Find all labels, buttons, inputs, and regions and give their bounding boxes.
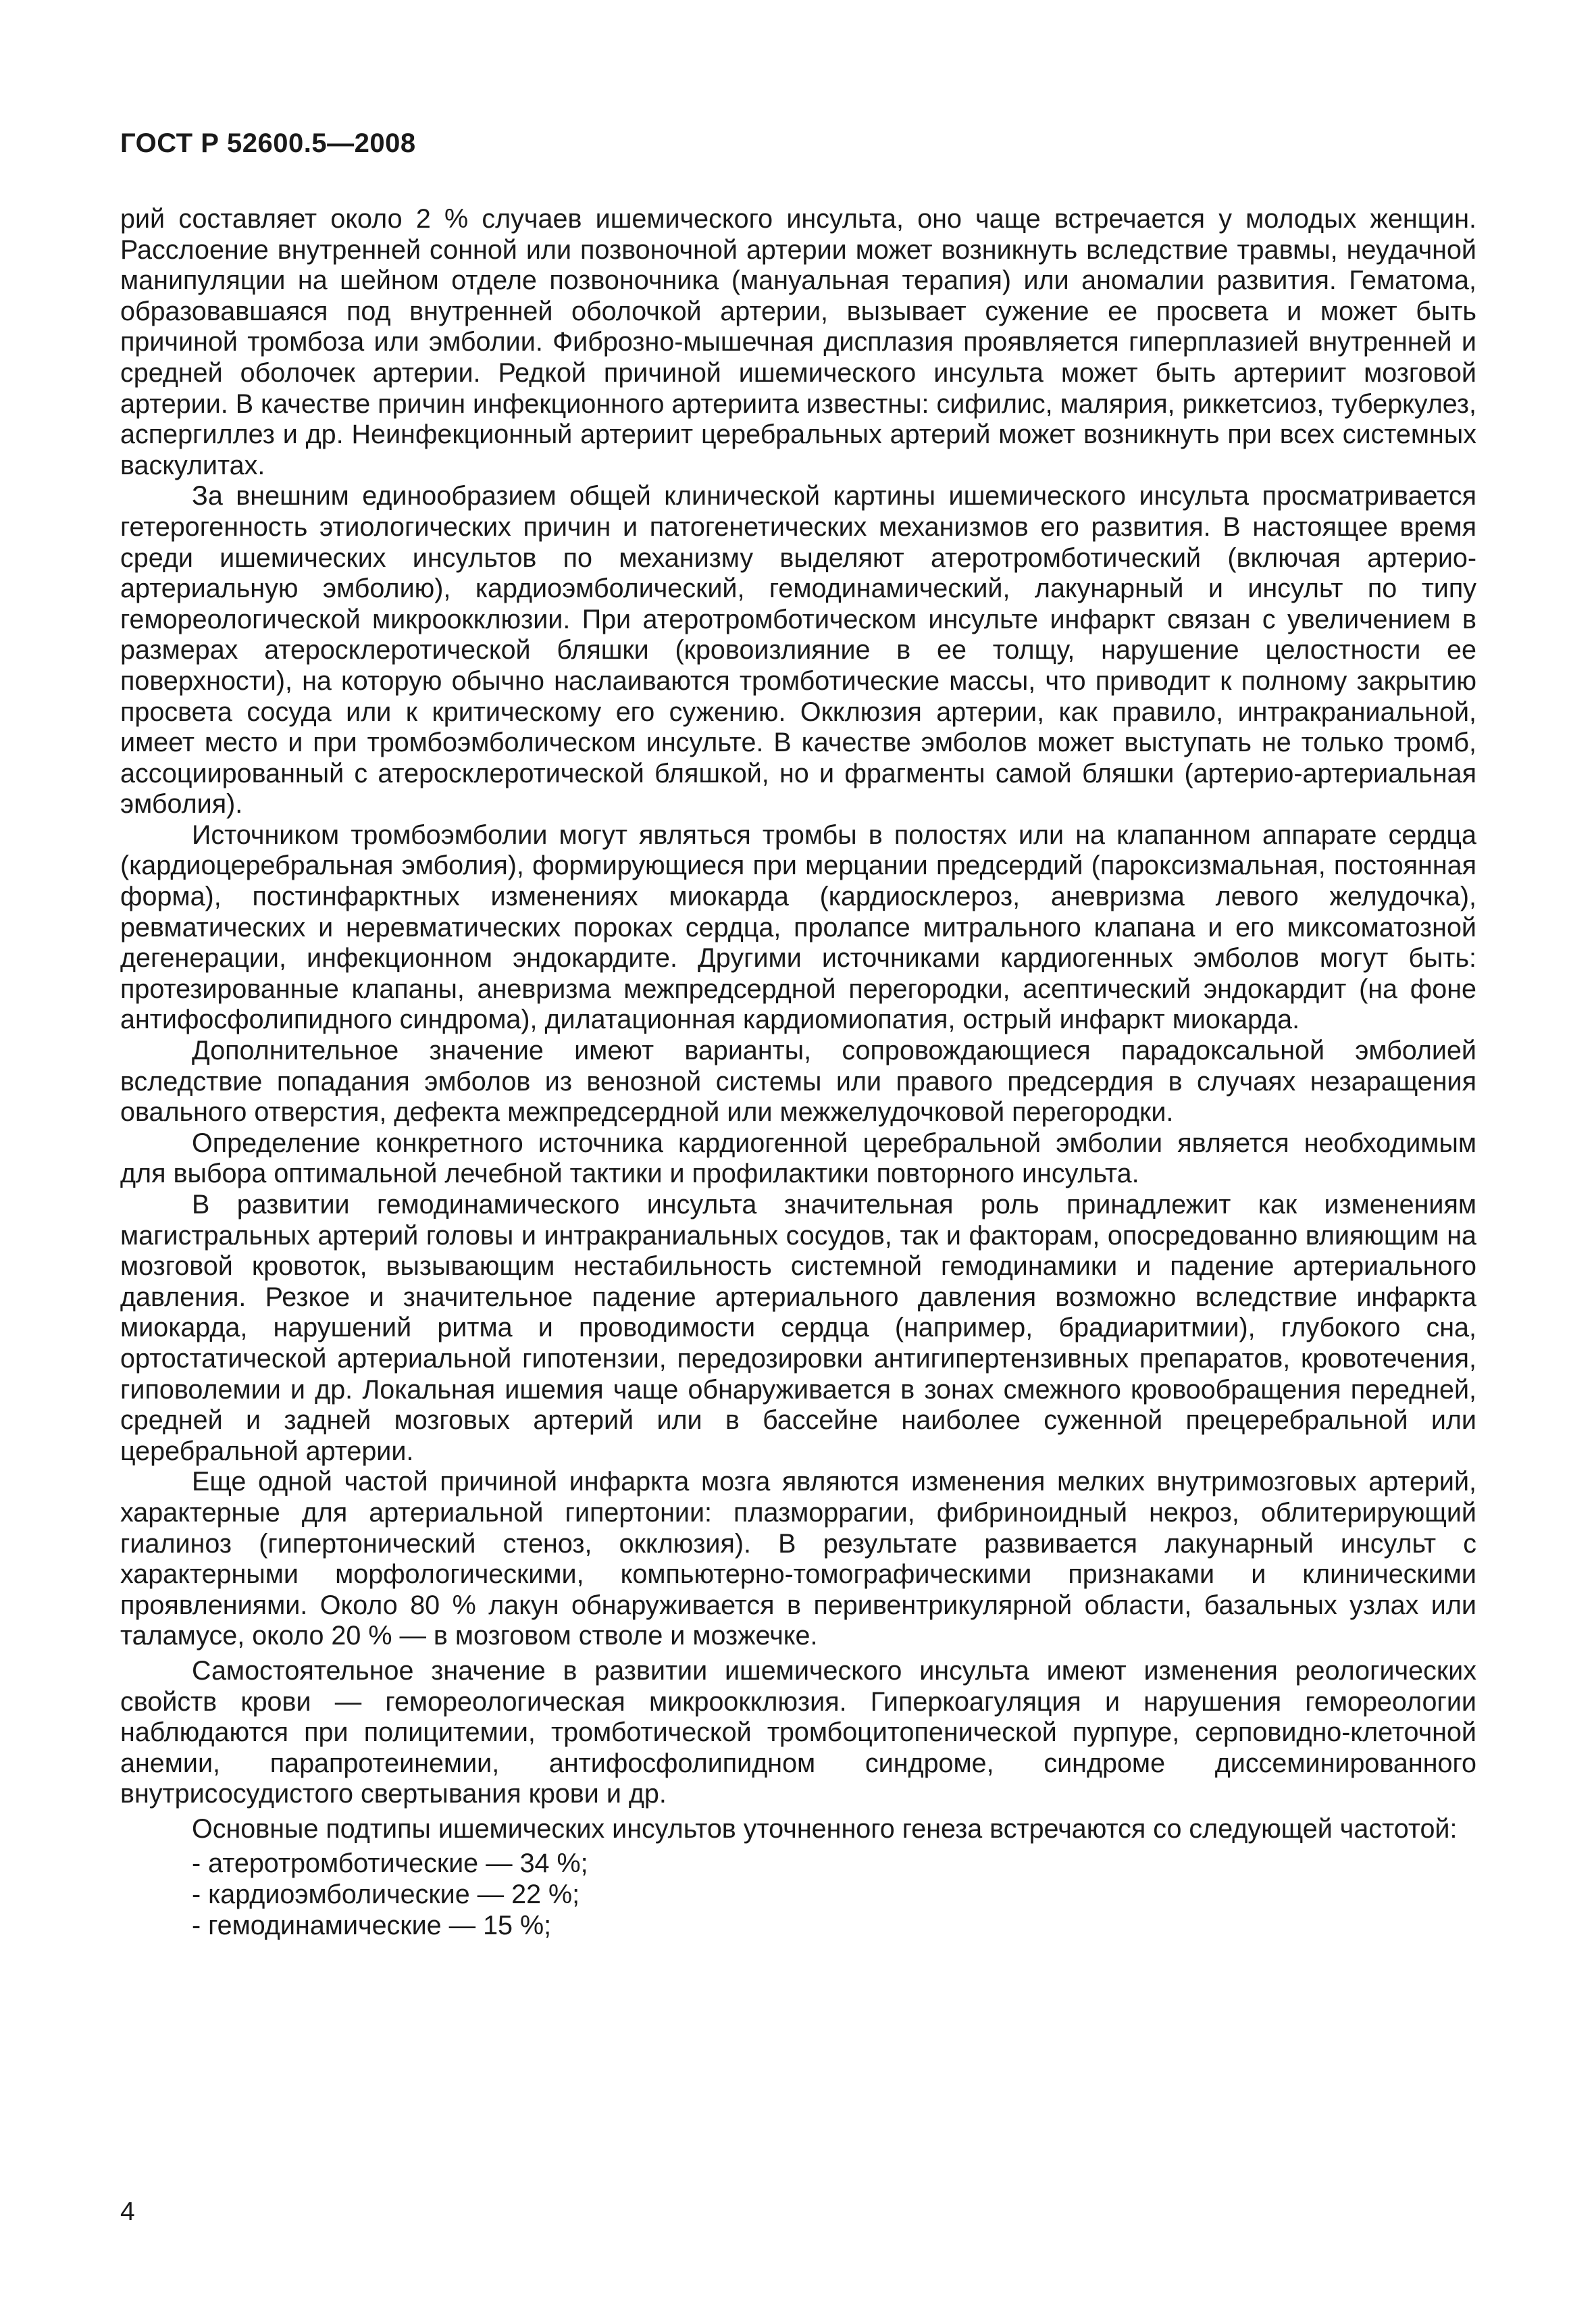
list-item: - кардиоэмболические — 22 %; <box>192 1880 580 1910</box>
document-header-code: ГОСТ Р 52600.5—2008 <box>120 128 416 158</box>
paragraph-1: рий составляет около 2 % случаев ишемического инсульта, оно чаще встречается у молодых женщин. Расслоение внутренней сонной или позвоночной артерии может возникнуть вследствие травмы, неудачной манипуляции на шейном отделе позвоночника (мануальная терапия) или аномалии развития. Гематома, образовавшаяся под внутренней оболочкой артерии, вызывает сужение ее просвета и может быть причиной тромбоза или эмболии. Фиброзно-мышечная дисплазия проявляется гиперплазией внутренней и средней оболочек артерии. Редкой причиной ишемического инсульта может быть артериит мозговой артерии. В качестве причин инфекционного артериита известны: сифилис, малярия, риккетсиоз, туберкулез, аспергиллез и др. Неинфекционный артериит церебральных артерий может возникнуть при всех системных васкулитах. <box>120 204 1476 480</box>
document-body <box>120 204 1476 1941</box>
page-number: 4 <box>120 2197 135 2226</box>
list-item: - гемодинамические — 15 %; <box>192 1910 552 1940</box>
paragraph-4: Дополнительное значение имеют варианты, сопровождающиеся парадоксальной эмболией вследствие попадания эмболов из венозной системы или правого предсердия в случаях незаращения овального отверстия, дефекта межпредсердной или межжелудочковой перегородки. <box>120 1036 1476 1128</box>
paragraph-9: Основные подтипы ишемических инсультов уточненного генеза встречаются со следующей частотой: <box>192 1813 1458 1844</box>
paragraph-2: За внешним единообразием общей клинической картины ишемического инсульта просматривается гетерогенность этиологических причин и патогенетических механизмов его развития. В настоящее время среди ишемических инсультов по механизму выделяют атеротромботический (включая артерио-артериальную эмболию), кардиоэмболический, гемодинамический, лакунарный и инсульт по типу гемореологической микроокклюзии. При атеротромботическом инсульте инфаркт связан с увеличением в размерах атеросклеротической бляшки (кровоизлияние в ее толщу, нарушение целостности ее поверхности), на которую обычно наслаиваются тромботические массы, что приводит к полному закрытию просвета сосуда или к критическому его сужению. Окклюзия артерии, как правило, интракраниальной, имеет место и при тромбоэмболическом инсульте. В качестве эмболов может выступать не только тромб, ассоциированный с атеросклеротической бляшкой, но и фрагменты самой бляшки (артерио-артериальная эмболия). <box>120 481 1476 820</box>
paragraph-8: Самостоятельное значение в развитии ишемического инсульта имеют изменения реологических свойств крови — гемореологическая микроокклюзия. Гиперкоагуляция и нарушения гемореологии наблюдаются при полицитемии, тромботической тромбоцитопенической пурпуре, серповидно-клеточной анемии, парапротеинемии, антифосфолипидном синдроме, синдроме диссеминированного внутрисосудистого свертывания крови и др. <box>120 1655 1476 1809</box>
paragraph-5: Определение конкретного источника кардиогенной церебральной эмболии является необходимым для выбора оптимальной лечебной тактики и профилактики повторного инсульта. <box>120 1128 1476 1189</box>
subtype-list <box>120 1848 1476 1941</box>
paragraph-7: Еще одной частой причиной инфаркта мозга являются изменения мелких внутримозговых артерий, характерные для артериальной гипертонии: плазморрагии, фибриноидный некроз, облитерирующий гиалиноз (гипертонический стеноз, окклюзия). В результате развивается лакунарный инсульт с характерными морфологическими, компьютерно-томографическими признаками и клиническими проявлениями. Около 80 % лакун обнаруживается в перивентрикулярной области, базальных узлах или таламусе, около 20 % — в мозговом стволе и мозжечке. <box>120 1467 1476 1651</box>
paragraph-6: В развитии гемодинамического инсульта значительная роль принадлежит как изменениям магистральных артерий головы и интракраниальных сосудов, так и факторам, опосредованно влияющим на мозговой кровоток, вызывающим нестабильность системной гемодинамики и падение артериального давления. Резкое и значительное падение артериального давления возможно вследствие инфаркта миокарда, нарушений ритма и проводимости сердца (например, брадиаритмии), глубокого сна, ортостатической артериальной гипотензии, передозировки антигипертензивных препаратов, кровотечения, гиповолемии и др. Локальная ишемия чаще обнаруживается в зонах смежного кровообращения передней, средней и задней мозговых артерий или в бассейне наиболее суженной прецеребральной или церебральной артерии. <box>120 1190 1476 1466</box>
paragraph-3: Источником тромбоэмболии могут являться тромбы в полостях или на клапанном аппарате сердца (кардиоцеребральная эмболия), формирующиеся при мерцании предсердий (пароксизмальная, постоянная форма), постинфарктных изменениях миокарда (кардиосклероз, аневризма левого желудочка), ревматических и неревматических пороках сердца, пролапсе митрального клапана и его миксоматозной дегенерации, инфекционном эндокардите. Другими источниками кардиогенных эмболов могут быть: протезированные клапаны, аневризма межпредсердной перегородки, асептический эндокардит (на фоне антифосфолипидного синдрома), дилатационная кардиомиопатия, острый инфаркт миокарда. <box>120 820 1476 1035</box>
list-item: - атеротромботические — 34 %; <box>192 1848 588 1879</box>
